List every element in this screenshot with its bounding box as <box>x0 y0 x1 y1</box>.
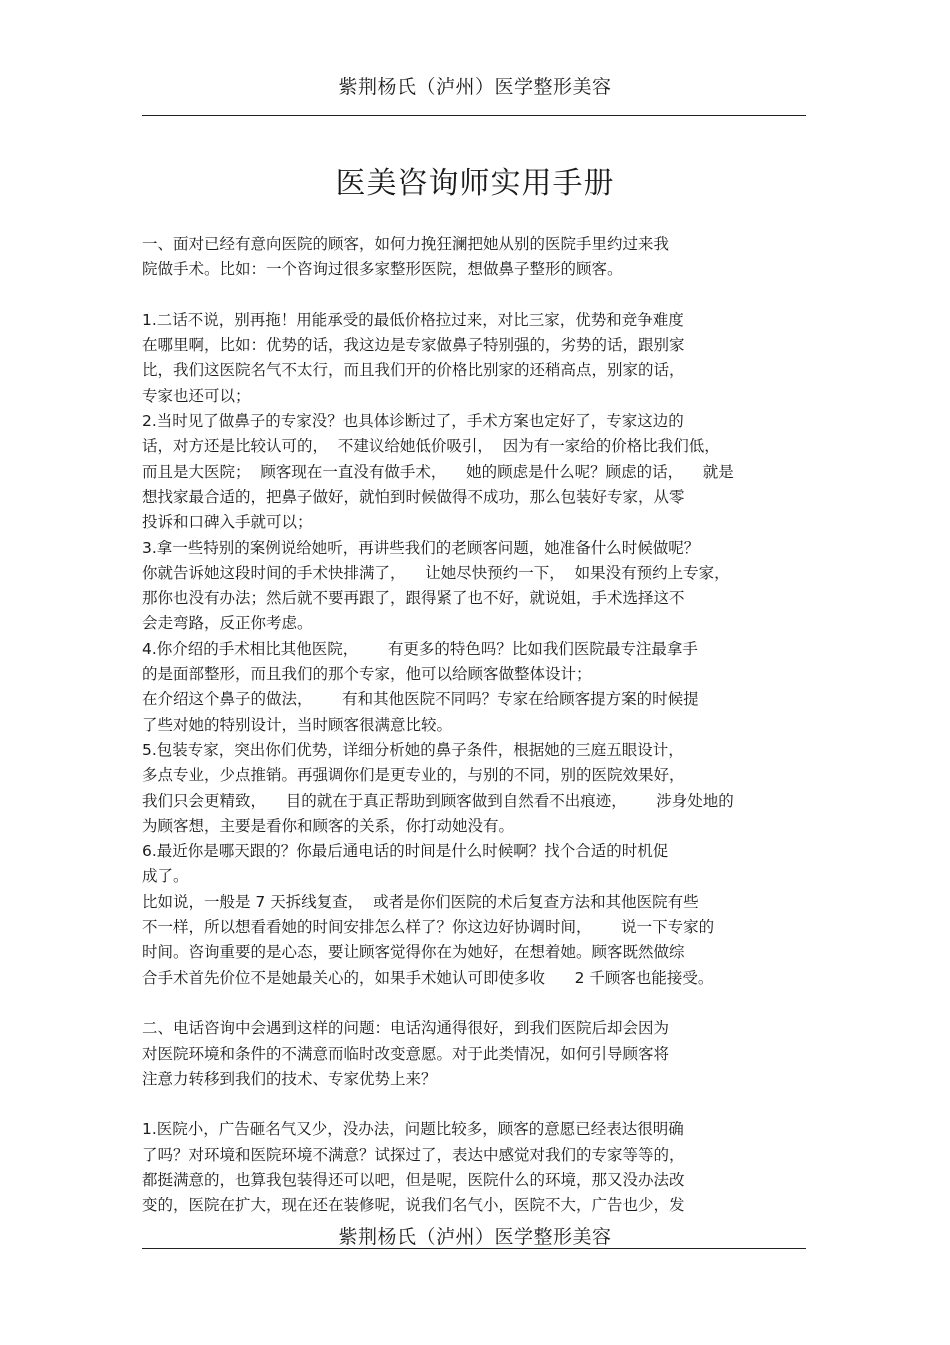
text-line: 院做手术。比如：一个咨询过很多家整形医院，想做鼻子整形的顾客。 <box>142 260 623 279</box>
footer-rule <box>142 1248 806 1249</box>
header-rule <box>142 115 806 116</box>
text-line: 对医院环境和条件的不满意而临时改变意愿。对于此类情况，如何引导顾客将 <box>142 1044 670 1063</box>
text-line: 3.拿一些特别的案例说给她听，再讲些我们的老顾客问题，她准备什么时候做呢？ <box>142 538 700 557</box>
text-line: 5.包装专家，突出你们优势，详细分析她的鼻子条件，根据她的三庭五眼设计， <box>142 740 684 759</box>
text-line: 1.医院小，广告砸名气又少，没办法，问题比较多，顾客的意愿已经表达很明确 <box>142 1120 684 1139</box>
text-line: 为顾客想，主要是看你和顾客的关系，你打动她没有。 <box>142 816 515 835</box>
text-line: 了些对她的特别设计，当时顾客很满意比较。 <box>142 715 453 734</box>
text-line: 都挺满意的，也算我包装得还可以吧，但是呢，医院什么的环境，那又没办法改 <box>142 1170 685 1189</box>
text-line: 比如说，一般是 7 天拆线复查， 或者是你们医院的术后复查方法和其他医院有些 <box>142 892 699 911</box>
text-line: 的是面部整形，而且我们的那个专家，他可以给顾客做整体设计； <box>142 665 592 684</box>
text-line: 在哪里啊，比如：优势的话，我这边是专家做鼻子特别强的，劣势的话，跟别家 <box>142 336 685 355</box>
document-title: 医美咨询师实用手册 <box>335 166 615 201</box>
text-line: 话，对方还是比较认可的， 不建议给她低价吸引， 因为有一家给的价格比我们低， <box>142 437 720 456</box>
text-line: 变的，医院在扩大，现在还在装修呢，说我们名气小，医院不大，广告也少，发 <box>142 1196 685 1215</box>
text-line: 合手术首先价位不是她最关心的，如果手术她认可即使多收 2 千顾客也能接受。 <box>142 968 714 987</box>
text-line: 投诉和口碑入手就可以； <box>142 513 313 532</box>
text-line: 多点专业，少点推销。再强调你们是更专业的，与别的不同，别的医院效果好， <box>142 766 685 785</box>
text-line: 专家也还可以； <box>142 386 251 405</box>
text-line: 那你也没有办法；然后就不要再跟了，跟得紧了也不好，就说姐，手术选择这不 <box>142 589 685 608</box>
text-line: 1.二话不说，别再拖！用能承受的最低价格拉过来，对比三家，优势和竞争难度 <box>142 310 684 329</box>
section-2-intro <box>142 1016 812 1092</box>
section-1-items <box>142 308 812 991</box>
document-body <box>142 232 812 1219</box>
text-line: 在介绍这个鼻子的做法， 有和其他医院不同吗？专家在给顾客提方案的时候提 <box>142 690 699 709</box>
text-line: 2.当时见了做鼻子的专家没？也具体诊断过了，手术方案也定好了，专家这边的 <box>142 412 684 431</box>
text-line: 一、面对已经有意向医院的顾客，如何力挽狂澜把她从别的医院手里约过来我 <box>142 235 670 253</box>
text-line: 6.最近你是哪天跟的？你最后通电话的时间是什么时候啊？找个合适的时机促 <box>142 842 669 861</box>
text-line: 不一样，所以想看看她的时间安排怎么样了？你这边好协调时间， 说一下专家的 <box>142 918 715 937</box>
text-line: 注意力转移到我们的技术、专家优势上来？ <box>142 1069 437 1088</box>
text-line: 想找家最合适的，把鼻子做好，就怕到时候做得不成功，那么包装好专家，从零 <box>142 487 685 506</box>
text-line: 时间。咨询重要的是心态，要让顾客觉得你在为她好，在想着她。顾客既然做综 <box>142 943 685 962</box>
text-line: 你就告诉她这段时间的手术快排满了， 让她尽快预约一下， 如果没有预约上专家， <box>142 563 730 582</box>
section-2-items <box>142 1117 812 1218</box>
paragraph-gap <box>142 991 812 1016</box>
text-line: 成了。 <box>142 867 189 886</box>
section-1-intro <box>142 232 812 283</box>
text-line: 而且是大医院； 顾客现在一直没有做手术， 她的顾虑是什么呢？顾虑的话， 就是 <box>142 462 734 481</box>
text-line: 4.你介绍的手术相比其他医院， 有更多的特色吗？比如我们医院最专注最拿手 <box>142 639 698 658</box>
text-line: 会走弯路，反正你考虑。 <box>142 614 313 633</box>
paragraph-gap <box>142 283 812 308</box>
text-line: 我们只会更精致， 目的就在于真正帮助到顾客做到自然看不出痕迹， 涉身处地的 <box>142 791 734 810</box>
page-header: 紫荆杨氏（泸州）医学整形美容 <box>338 76 612 98</box>
text-line: 二、电话咨询中会遇到这样的问题：电话沟通得很好，到我们医院后却会因为 <box>142 1019 670 1038</box>
page-footer: 紫荆杨氏（泸州）医学整形美容 <box>338 1226 612 1248</box>
text-line: 了吗？对环境和医院环境不满意？试探过了，表达中感觉对我们的专家等等的， <box>142 1145 685 1164</box>
text-line: 比，我们这医院名气不太行，而且我们开的价格比别家的还稍高点，别家的话， <box>142 361 685 380</box>
paragraph-gap <box>142 1092 812 1117</box>
